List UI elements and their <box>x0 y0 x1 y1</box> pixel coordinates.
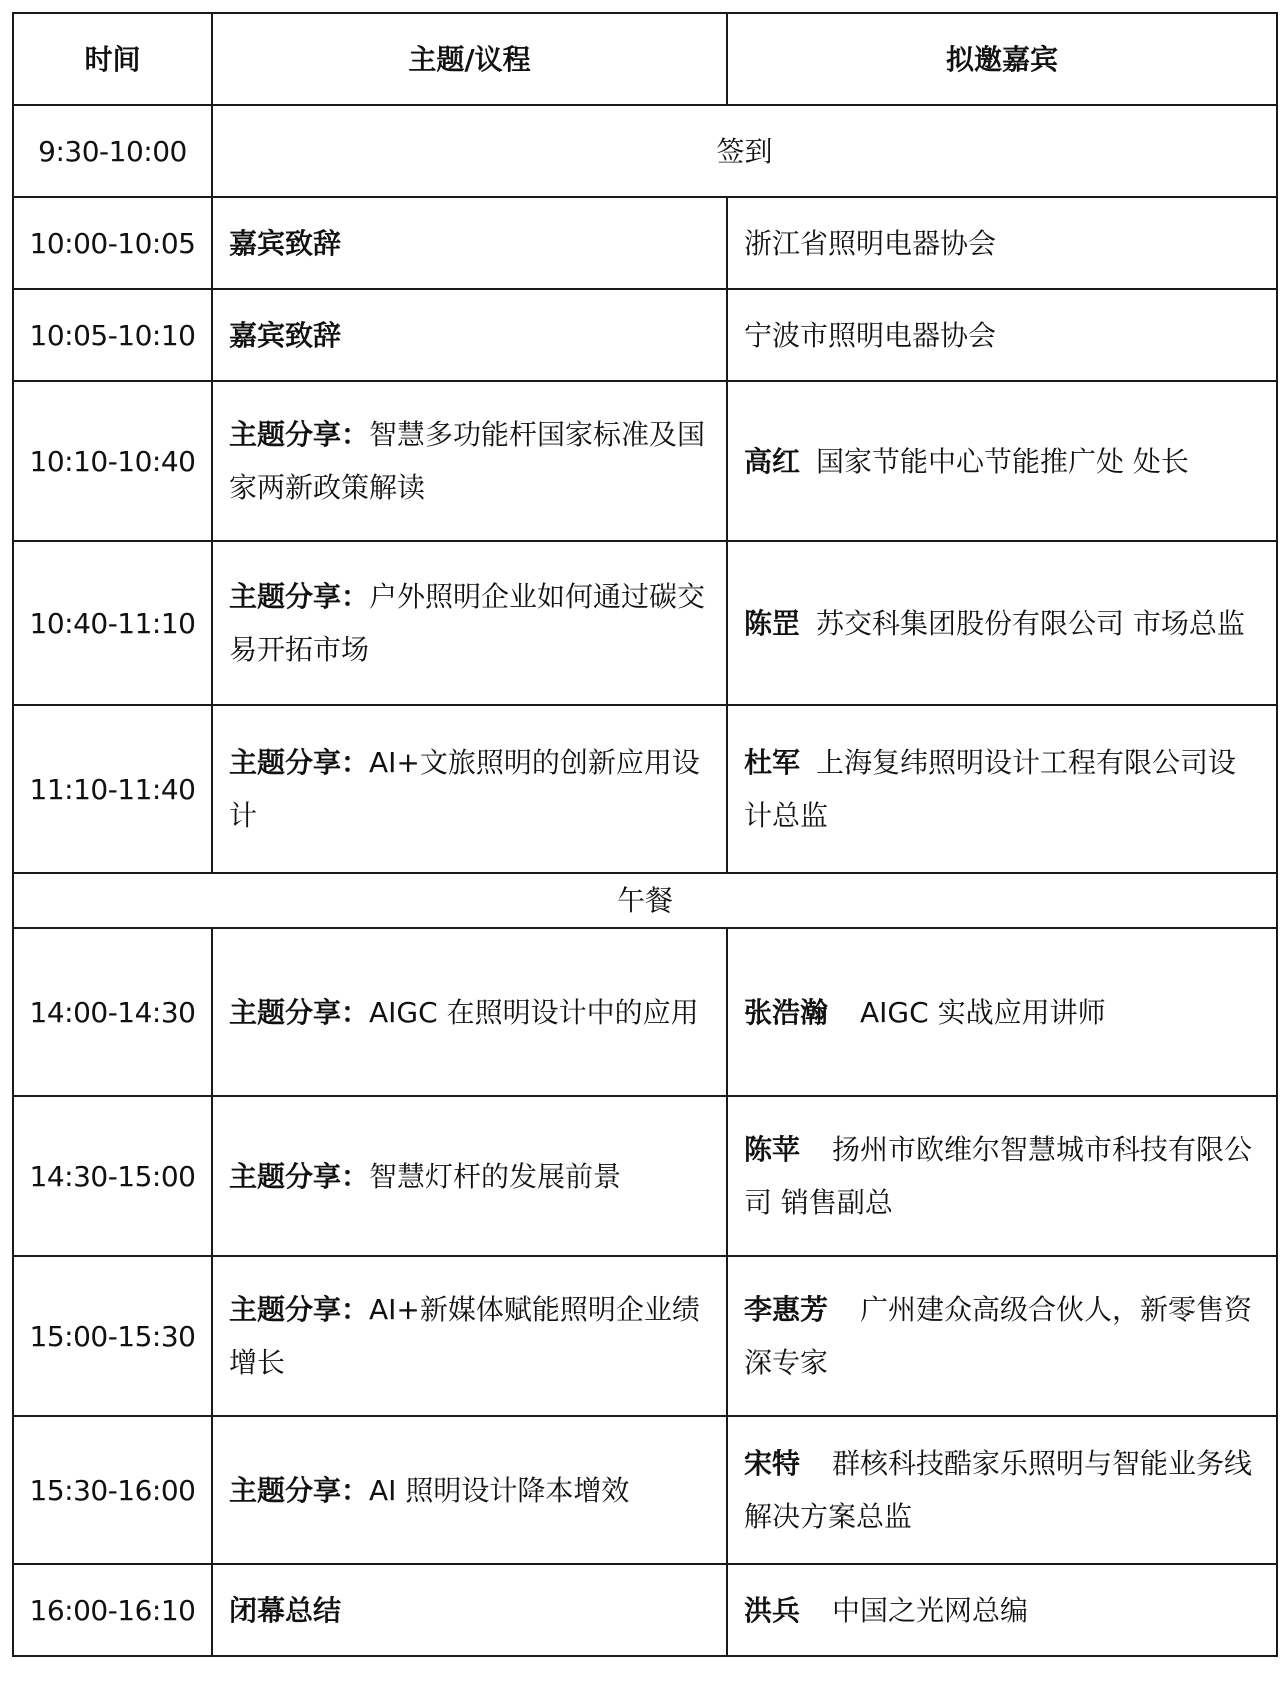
table-row <box>13 197 1277 289</box>
guest-cell <box>727 705 1277 873</box>
topic-text: AI 照明设计降本增效 <box>369 1473 630 1507</box>
guest-name: 杜军 <box>744 746 801 779</box>
table-row <box>13 873 1277 928</box>
topic-cell <box>212 705 727 873</box>
table-row <box>13 1416 1277 1564</box>
header-row <box>13 13 1277 105</box>
topic-cell <box>212 289 727 381</box>
header-time: 时间 <box>13 13 212 105</box>
topic-text: 户外照明企业如何通过碳交易开拓市场 <box>229 580 706 666</box>
table-row <box>13 928 1277 1096</box>
guest-text: AIGC 实战应用讲师 <box>860 995 1106 1029</box>
guest-cell <box>727 1096 1277 1256</box>
table-row <box>13 541 1277 705</box>
guest-text: 群核科技酷家乐照明与智能业务线解决方案总监 <box>744 1447 1253 1533</box>
topic-text: 智慧多功能杆国家标准及国家两新政策解读 <box>229 418 706 504</box>
lunch-cell: 午餐 <box>13 873 1277 928</box>
guest-cell <box>727 928 1277 1096</box>
topic-cell <box>212 197 727 289</box>
time-cell: 10:10-10:40 <box>13 381 212 541</box>
guest-name: 陈罡 <box>744 606 801 640</box>
guest-text: 国家节能中心节能推广处 处长 <box>816 444 1189 478</box>
header-guest: 拟邀嘉宾 <box>727 13 1277 105</box>
guest-text: 中国之光网总编 <box>832 1593 1029 1627</box>
table-row <box>13 105 1277 197</box>
topic-cell <box>212 1564 727 1656</box>
guest-name: 高红 <box>744 444 801 478</box>
header-topic: 主题/议程 <box>212 13 727 105</box>
topic-cell <box>212 928 727 1096</box>
time-cell: 16:00-16:10 <box>13 1564 212 1656</box>
time-cell: 11:10-11:40 <box>13 705 212 873</box>
topic-label: 主题分享： <box>229 1473 370 1507</box>
guest-name: 宋特 <box>744 1447 801 1480</box>
topic-cell <box>212 1416 727 1564</box>
topic-cell <box>212 1256 727 1416</box>
table-row <box>13 1096 1277 1256</box>
time-cell: 10:00-10:05 <box>13 197 212 289</box>
topic-label: 主题分享： <box>229 1159 370 1193</box>
table-row <box>13 1256 1277 1416</box>
table-row <box>13 705 1277 873</box>
guest-cell <box>727 1416 1277 1564</box>
guest-cell <box>727 1564 1277 1656</box>
topic-cell <box>212 1096 727 1256</box>
time-cell: 15:30-16:00 <box>13 1416 212 1564</box>
time-cell: 14:30-15:00 <box>13 1096 212 1256</box>
topic-label: 主题分享： <box>229 995 370 1029</box>
guest-text: 上海复纬照明设计工程有限公司设计总监 <box>744 746 1237 832</box>
guest-cell <box>727 541 1277 705</box>
topic-cell <box>212 381 727 541</box>
topic-text: 智慧灯杆的发展前景 <box>369 1159 622 1193</box>
topic-text: AIGC 在照明设计中的应用 <box>369 995 699 1029</box>
guest-text: 浙江省照明电器协会 <box>744 226 997 260</box>
guest-text: 广州建众高级合伙人，新零售资深专家 <box>744 1293 1253 1379</box>
topic-label: 嘉宾致辞 <box>229 226 342 260</box>
guest-cell <box>727 197 1277 289</box>
topic-label: 主题分享： <box>229 746 370 779</box>
table-row <box>13 381 1277 541</box>
table-row <box>13 1564 1277 1656</box>
guest-cell <box>727 381 1277 541</box>
topic-label: 主题分享： <box>229 1293 370 1326</box>
topic-label: 闭幕总结 <box>229 1593 342 1627</box>
guest-text: 扬州市欧维尔智慧城市科技有限公司 销售副总 <box>744 1133 1253 1219</box>
time-cell: 10:40-11:10 <box>13 541 212 705</box>
agenda-table <box>12 12 1278 1657</box>
checkin-cell: 签到 <box>212 105 1277 197</box>
guest-cell <box>727 1256 1277 1416</box>
topic-cell <box>212 541 727 705</box>
guest-name: 张浩瀚 <box>744 995 829 1029</box>
time-cell: 10:05-10:10 <box>13 289 212 381</box>
time-cell: 15:00-15:30 <box>13 1256 212 1416</box>
guest-text: 宁波市照明电器协会 <box>744 318 997 352</box>
topic-text: AI+文旅照明的创新应用设计 <box>229 746 700 832</box>
time-cell: 14:00-14:30 <box>13 928 212 1096</box>
guest-cell <box>727 289 1277 381</box>
topic-label: 嘉宾致辞 <box>229 318 342 352</box>
topic-label: 主题分享： <box>229 418 370 451</box>
topic-label: 主题分享： <box>229 580 370 613</box>
topic-text: AI+新媒体赋能照明企业绩增长 <box>229 1293 700 1379</box>
guest-name: 陈苹 <box>744 1133 801 1166</box>
table-row <box>13 289 1277 381</box>
time-cell: 9:30-10:00 <box>13 105 212 197</box>
guest-text: 苏交科集团股份有限公司 市场总监 <box>816 606 1245 640</box>
guest-name: 李惠芳 <box>744 1293 829 1326</box>
guest-name: 洪兵 <box>744 1593 801 1627</box>
